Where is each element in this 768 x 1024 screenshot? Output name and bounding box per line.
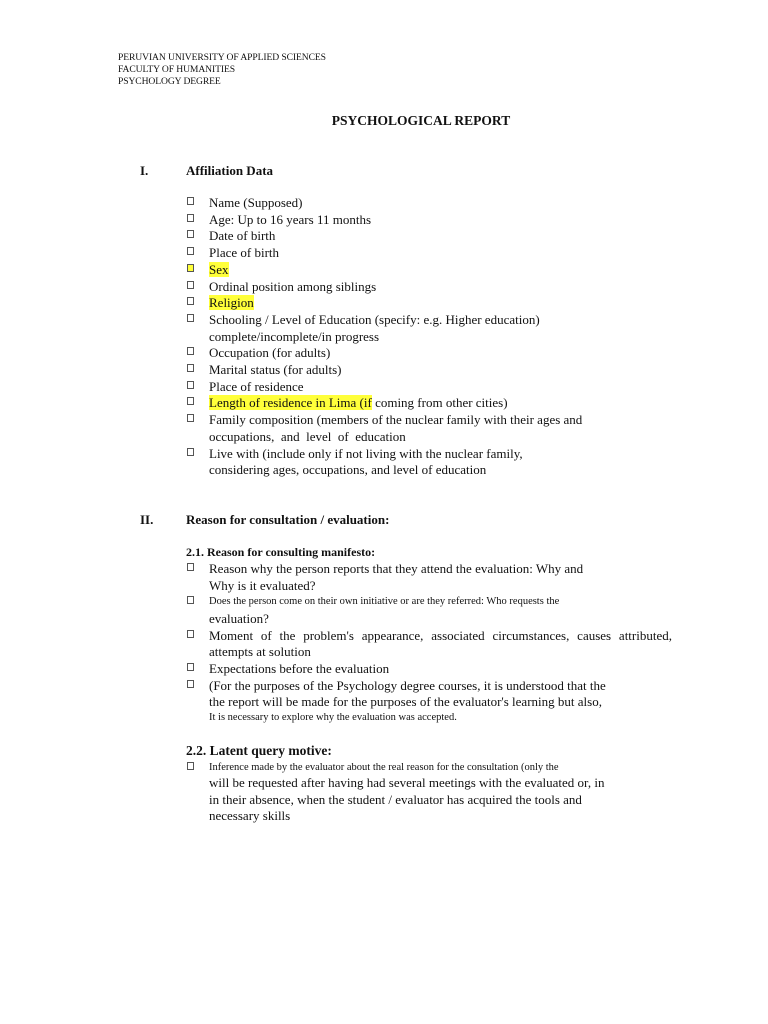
section-1-number: I. [140, 163, 149, 178]
section-2-title: Reason for consultation / evaluation: [186, 512, 390, 527]
reason-list [186, 561, 672, 725]
list-item-moment: Moment of the problem's appearance, associated circumstances, causes attributed, attempts at solution [186, 628, 672, 661]
checkbox-icon [187, 214, 194, 222]
header-degree: PSYCHOLOGY DEGREE [118, 76, 221, 87]
checkbox-icon [187, 381, 194, 389]
list-item-length-of-residence: Length of residence in Lima (if coming from other cities) [186, 395, 672, 412]
list-item-expectations: Expectations before the evaluation [186, 661, 672, 678]
checkbox-icon [187, 364, 194, 372]
list-item-reason: Reason why the person reports that they attend the evaluation: Why and Why is it evaluated? [186, 561, 672, 594]
checkbox-icon [187, 247, 194, 255]
highlighted-text: Length of residence in Lima (if [209, 395, 372, 411]
list-item-religion [186, 295, 672, 312]
checkbox-icon [187, 663, 194, 671]
checkbox-icon [187, 397, 194, 405]
checkbox-icon [187, 297, 194, 305]
list-item-live-with: Live with (include only if not living with the nuclear family, considering ages, occupations, and level of education [186, 446, 672, 479]
checkbox-icon [187, 347, 194, 355]
checkbox-icon [187, 596, 194, 604]
checkbox-icon [187, 281, 194, 289]
section-1-title: Affiliation Data [186, 163, 274, 178]
section-2-number: II. [140, 512, 154, 527]
list-item-ordinal: Ordinal position among siblings [186, 279, 672, 296]
list-item-marital: Marital status (for adults) [186, 362, 672, 379]
checkbox-icon [187, 563, 194, 571]
list-item-age: Age: Up to 16 years 11 months [186, 212, 672, 229]
document-header [118, 52, 326, 88]
checkbox-icon [187, 448, 194, 456]
checkbox-icon [187, 197, 194, 205]
affiliation-list [186, 195, 672, 479]
list-item-residence: Place of residence [186, 379, 672, 396]
list-item-dob: Date of birth [186, 228, 672, 245]
list-item-purposes: (For the purposes of the Psychology degree courses, it is understood that the the report will be made for the purposes of the evaluator's learning but also, It is necessary to explore why the evaluation was accepted. [186, 678, 672, 725]
checkbox-icon [187, 630, 194, 638]
header-faculty: FACULTY OF HUMANITIES [118, 64, 235, 75]
header-university: PERUVIAN UNIVERSITY OF APPLIED SCIENCES [118, 52, 326, 63]
subsection-2-1-title: 2.1. Reason for consulting manifesto: [186, 545, 376, 559]
list-item-family: Family composition (members of the nuclear family with their ages and occupations, and level of education [186, 412, 672, 445]
list-item-pob: Place of birth [186, 245, 672, 262]
checkbox-icon [187, 414, 194, 422]
document-title: PSYCHOLOGICAL REPORT [331, 113, 511, 128]
latent-list [186, 760, 672, 825]
list-item-schooling: Schooling / Level of Education (specify: e.g. Higher education) complete/incomplete/in progress [186, 312, 672, 345]
subsection-2-2-title: 2.2. Latent query motive: [186, 743, 332, 758]
highlighted-text: Sex [209, 261, 229, 277]
list-item-sex [186, 262, 672, 279]
highlighted-text: Religion [209, 295, 254, 311]
list-item-initiative: Does the person come on their own initiative or are they referred: Who requests the evaluation? [186, 594, 672, 627]
checkbox-icon [187, 762, 194, 770]
list-item-name: Name (Supposed) [186, 195, 672, 212]
checkbox-icon [187, 230, 194, 238]
checkbox-icon [187, 264, 194, 272]
checkbox-icon [187, 680, 194, 688]
list-item-occupation: Occupation (for adults) [186, 345, 672, 362]
list-item-inference: Inference made by the evaluator about the real reason for the consultation (only the will be requested after having had several meetings with the evaluated or, in in their absence, when the student / evaluator has acquired the tools and necessary skills [186, 760, 672, 825]
checkbox-icon [187, 314, 194, 322]
